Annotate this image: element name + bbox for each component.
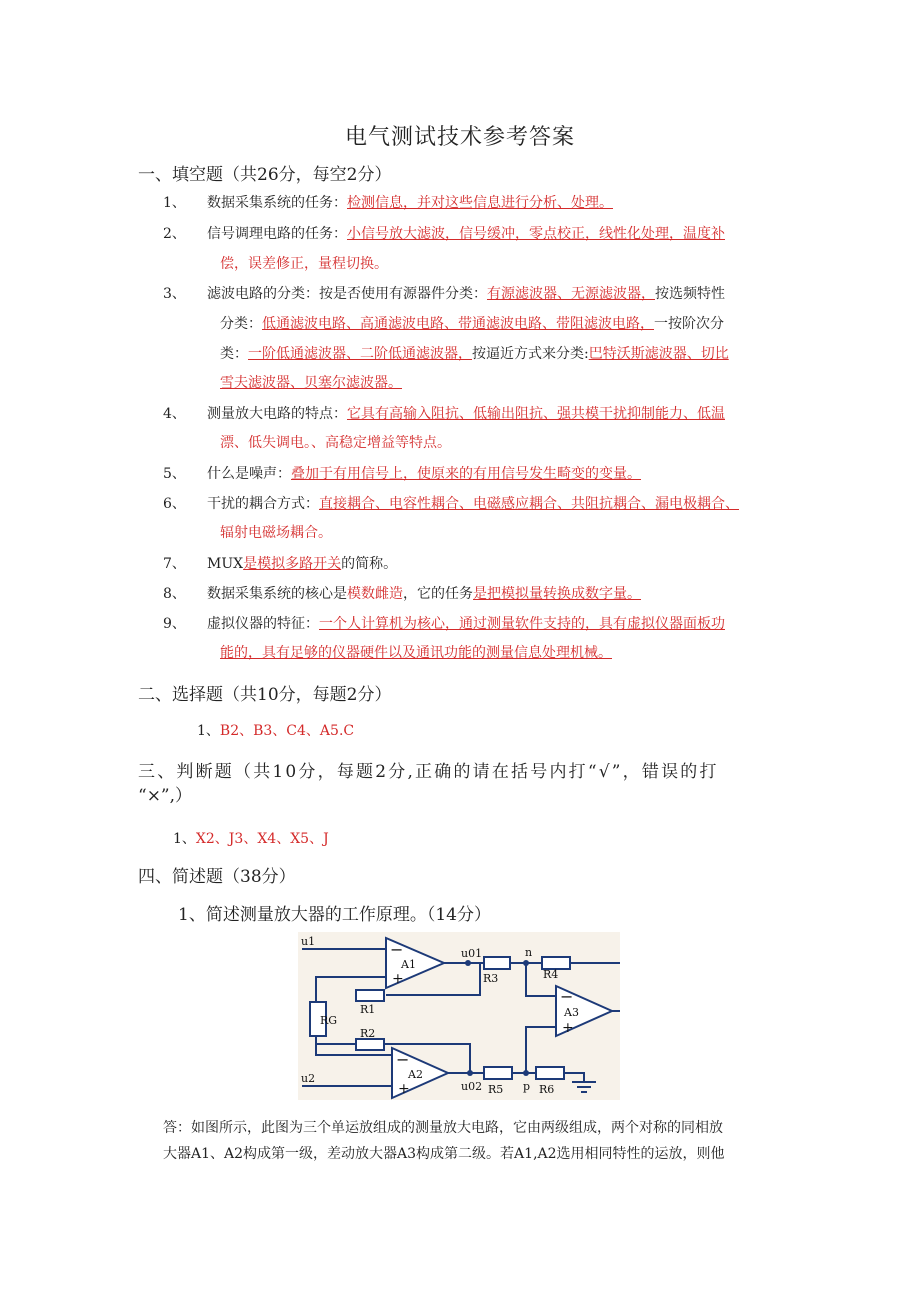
answer-prefix: 1、	[197, 723, 220, 739]
question-text: 测量放大电路的特点：	[207, 406, 347, 422]
section-3-heading-cont: “×”,）	[138, 786, 193, 806]
question-text: 什么是噪声：	[207, 466, 291, 482]
answer-text-cont: 偿，误差修正，量程切换。	[220, 256, 388, 272]
label-a2: A2	[408, 1068, 423, 1081]
label-u2: u2	[301, 1072, 316, 1085]
answer-text-cont: 雪夫滤波器、贝塞尔滤波器。	[220, 375, 402, 391]
question-line	[220, 343, 729, 363]
answer-text: 巴特沃斯滤波器、切比	[588, 346, 729, 362]
resistor-r5	[484, 1067, 512, 1079]
page-title: 电气测试技术参考答案	[344, 125, 575, 150]
item-number: 6、	[163, 496, 186, 512]
question-text: ，它的任务	[403, 586, 473, 602]
instrumentation-amplifier-schematic	[298, 932, 620, 1100]
answer-text: 模数雌造	[347, 586, 403, 602]
item-number: 7、	[163, 556, 186, 572]
question-text: 干扰的耦合方式：	[207, 496, 319, 512]
question-label	[207, 493, 739, 513]
question-line	[207, 283, 725, 303]
question-label	[207, 223, 725, 243]
question-text: 按选频特性	[655, 286, 725, 302]
label-r1: R1	[360, 1003, 376, 1016]
question-text: 按逼近方式来分类:	[472, 346, 589, 362]
section-3-heading: 三、判断题（共10分，每题2分,正确的请在括号内打“√”，错误的打	[138, 762, 719, 782]
answer-text: 它具有高输入阻抗、低输出阻抗、强共模干扰抑制能力、低温	[347, 406, 725, 422]
answer-text: 直接耦合、电容性耦合、电磁感应耦合、共阻抗耦合、漏电极耦合、	[319, 496, 739, 512]
item-number: 1、	[163, 195, 186, 211]
question-text: 信号调理电路的任务：	[207, 226, 347, 242]
question-label	[207, 403, 725, 423]
answer-text: 一个人计算机为核心，通过测量软件支持的，具有虚拟仪器面板功	[319, 616, 725, 632]
a3-minus-sign: −	[560, 987, 574, 1006]
question-text: 分类：	[220, 316, 262, 332]
question-line	[207, 583, 641, 603]
a2-plus-sign: +	[398, 1081, 410, 1097]
answer-text: 叠加于有用信号上，使原来的有用信号发生畸变的变量。	[291, 466, 641, 482]
answer-text: B2、B3、C4、A5.C	[219, 723, 355, 739]
label-r3: R3	[483, 972, 499, 985]
label-r6: R6	[539, 1083, 555, 1096]
question-text: 一按阶次分	[654, 316, 724, 332]
question-text: 的简称。	[341, 556, 398, 572]
label-a3: A3	[564, 1006, 579, 1019]
label-a1: A1	[401, 958, 416, 971]
section-2-heading: 二、选择题（共10分，每题2分）	[138, 685, 392, 705]
question-label	[207, 192, 613, 212]
label-n: n	[525, 946, 533, 959]
answer-text: 低通滤波电路、高通滤波电路、带通滤波电路、带阻滤波电路，	[262, 316, 654, 332]
item-number: 3、	[163, 286, 186, 302]
label-r2: R2	[360, 1027, 376, 1040]
label-u02: u02	[461, 1080, 483, 1093]
resistor-r3	[484, 957, 510, 969]
label-p: p	[523, 1080, 531, 1093]
circuit-diagram	[298, 932, 620, 1100]
answer-text: 检测信息，并对这些信息进行分析、处理。	[347, 195, 613, 211]
answer-text: 有源滤波器、无源滤波器，	[487, 286, 655, 302]
answer-text-cont: 辐射电磁场耦合。	[220, 525, 332, 541]
question-label	[207, 463, 641, 483]
item-number: 4、	[163, 406, 186, 422]
answer-text: X2、J3、X4、X5、J	[195, 831, 329, 847]
a3-plus-sign: +	[562, 1020, 574, 1036]
question-line	[220, 313, 724, 333]
item-number: 9、	[163, 616, 186, 632]
section-1-heading: 一、填空题（共26分，每空2分）	[138, 165, 392, 185]
item-number: 5、	[163, 466, 186, 482]
section-4-question-1: 1、简述测量放大器的工作原理。（14分）	[178, 905, 491, 925]
a1-plus-sign: +	[392, 971, 404, 987]
question-text: 数据采集系统的核心是	[207, 586, 347, 602]
resistor-r6	[536, 1067, 564, 1079]
section-4-heading: 四、简述题（38分）	[138, 867, 296, 887]
answer-text: 是模拟多路开关	[243, 556, 342, 572]
a2-minus-sign: −	[396, 1050, 410, 1069]
resistor-r2	[356, 1039, 384, 1050]
question-line	[207, 553, 397, 573]
question-text: 虚拟仪器的特征：	[207, 616, 319, 632]
label-u1: u1	[301, 935, 316, 948]
question-label	[207, 613, 725, 633]
section-3-answers	[173, 828, 329, 848]
question-text: 数据采集系统的任务：	[207, 195, 347, 211]
item-number: 8、	[163, 586, 186, 602]
question-text: 类：	[220, 346, 248, 362]
label-r4: R4	[543, 968, 559, 981]
answer-paragraph-line-1: 答：如图所示，此图为三个单运放组成的测量放大电路，它由两级组成，两个对称的同相放	[163, 1120, 723, 1136]
answer-prefix: 1、	[173, 831, 196, 847]
question-text: MUX	[207, 556, 244, 572]
label-rg: RG	[320, 1014, 338, 1027]
label-u01: u01	[461, 947, 483, 960]
label-r5: R5	[488, 1083, 504, 1096]
answer-text: 是把模拟量转换成数字量。	[473, 586, 641, 602]
answer-text: 小信号放大滤波，信号缓冲，零点校正，线性化处理，温度补	[347, 226, 725, 242]
answer-text: 一阶低通滤波器、二阶低通滤波器，	[248, 346, 472, 362]
answer-text-cont: 能的，具有足够的仪器硬件以及通讯功能的测量信息处理机械。	[220, 645, 612, 661]
section-2-answers	[197, 720, 354, 740]
answer-paragraph-line-2: 大器A1、A2构成第一级，差动放大器A3构成第二级。若A1,A2选用相同特性的运放，则他	[163, 1146, 725, 1162]
question-text: 滤波电路的分类：按是否使用有源器件分类：	[207, 286, 487, 302]
a1-minus-sign: −	[390, 940, 404, 959]
resistor-r1	[356, 990, 384, 1001]
answer-text-cont: 漂、低失调电。、高稳定增益等特点。	[220, 435, 451, 451]
item-number: 2、	[163, 226, 186, 242]
